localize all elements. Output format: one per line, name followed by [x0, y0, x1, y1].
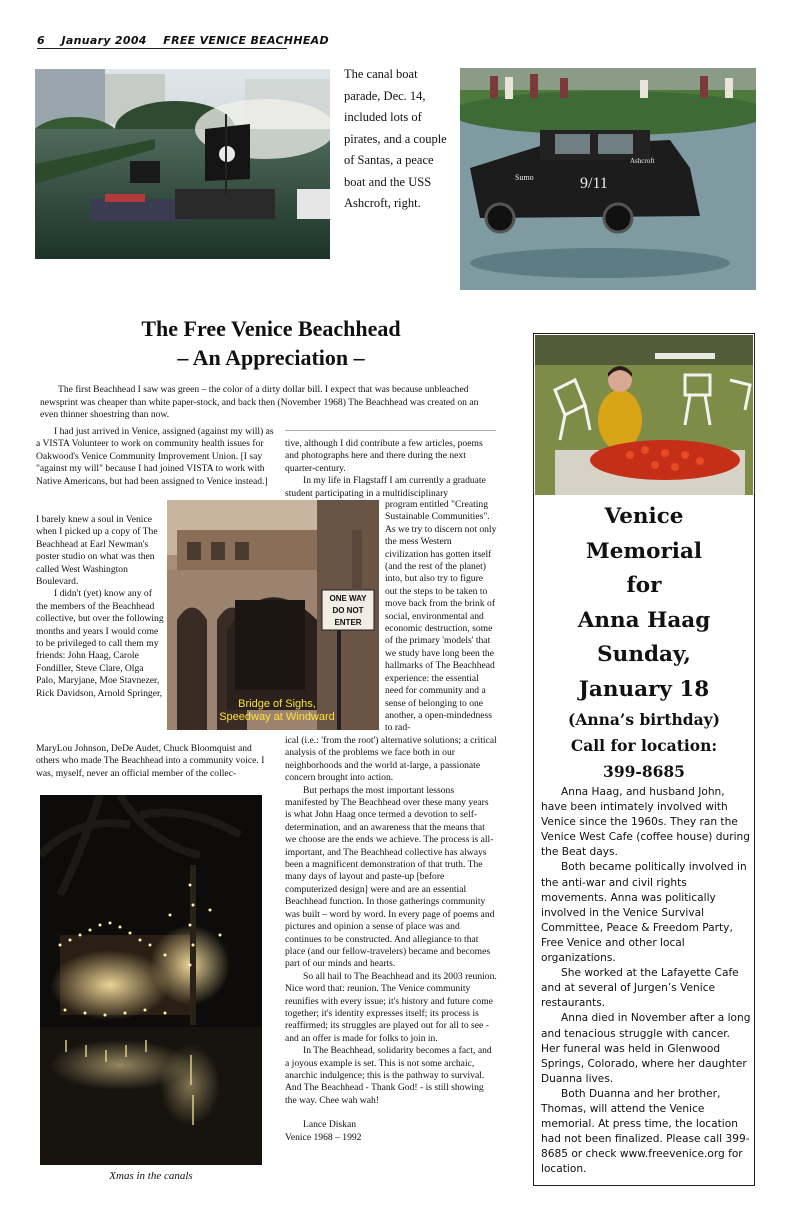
memorial-heading-line: January 18	[578, 676, 710, 702]
anna-haag-photo	[535, 335, 753, 495]
truck-slogan-text: Ashcroft	[630, 157, 655, 165]
memorial-paragraph: She worked at the Lafayette Cafe and at several of Jurgen’s Venice restaurants.	[541, 967, 739, 1010]
article-column-1-bottom	[36, 743, 276, 780]
truck-boat-photo	[460, 68, 756, 290]
truck-slogan-text: 9/11	[580, 175, 608, 192]
memorial-subheading-line: (Anna’s birthday)	[567, 710, 720, 729]
article-column-2-narrow	[385, 499, 497, 735]
canal-parade-photo	[35, 69, 330, 259]
article-paragraph: ical (i.e.: 'from the root') alternative solutions; a critical analysis of the problems we face both in our neighborhoods and the world at-large, a passionate concern brought into action.	[285, 735, 497, 784]
memorial-subheading-line: 399-8685	[603, 762, 685, 781]
memorial-heading-line: Memorial	[585, 538, 703, 564]
inset-photo-caption	[187, 698, 367, 724]
memorial-heading-line: Anna Haag	[577, 607, 711, 633]
signature-years: Venice 1968 – 1992	[285, 1131, 362, 1143]
article-paragraph: I had just arrived in Venice, assigned (against my will) as a VISTA Volunteer to work on community health issues for Oakwood's Venice Community Improvement Union. [I say "against my will" because I had joined VISTA to work with Native Americans, but had been assigned to Venice instead.]	[36, 426, 274, 487]
memorial-paragraph: Anna Haag, and husband John, have been intimately involved with Venice since the 1960s. They ran the Venice West Cafe (coffee house) during the Beat days.	[541, 786, 750, 859]
sign-text: ENTER	[334, 618, 362, 627]
xmas-canals-photo	[40, 795, 262, 1165]
article-intro: The first Beachhead I saw was green – the color of a dirty dollar bill. I expect that was because unbleached newsprint was cheaper than white paper-stock, and back then (November 1968) The Beachhead was created on an even thinner shoestring than now.	[40, 384, 479, 421]
inset-photo-caption-line2: Speedway at Windward	[219, 711, 335, 723]
publication-name: FREE VENICE BEACHHEAD	[163, 34, 329, 47]
article-paragraph: I didn't (yet) know any of the members of the Beachhead collective, but over the following months and years I would come to be privileged to call them my friends: John Haag, Carole Fondiller, Steve Clare, Olga Palo, Maryjane, Moe Stavnezer, Rick Davidson, Arnold Springer,	[36, 588, 164, 699]
inset-photo-caption-line1: Bridge of Sighs,	[238, 698, 316, 710]
article-title-line1: The Free Venice Beachhead	[141, 316, 401, 341]
memorial-heading-line: for	[626, 573, 662, 599]
memorial-heading	[534, 500, 754, 708]
article-column-1-top	[36, 426, 276, 488]
memorial-body	[541, 785, 751, 1177]
issue-date: January 2004	[61, 34, 147, 47]
bridge-of-sighs-photo	[167, 500, 379, 730]
memorial-paragraph: Both Duanna and her brother, Thomas, will attend the Venice memorial. At press time, the location had not been finalized. Please call 399-8685 or check www.freevenice.org for location.	[541, 1087, 750, 1176]
article-title-line2: – An Appreciation –	[177, 345, 365, 370]
article-paragraph: In my life in Flagstaff I am currently a graduate student participating in a multidisciplinary	[285, 475, 486, 499]
memorial-subheading-line: Call for location:	[570, 736, 718, 755]
page-number: 6	[37, 34, 45, 47]
article-column-1-narrow	[36, 514, 164, 700]
article-paragraph: MaryLou Johnson, DeDe Audet, Chuck Bloomquist and others who made The Beachhead into a community voice. I was, myself, never an official member of the collec-	[36, 743, 265, 779]
memorial-paragraph: Anna died in November after a long and tenacious struggle with cancer. Her funeral was held in Glenwood Springs, Colorado, where her daughter Duanna lives.	[541, 1012, 751, 1085]
article-column-2-top	[285, 438, 497, 500]
article-paragraph: In The Beachhead, solidarity becomes a fact, and a joyous example is set. This is not some archaic, anarchic indulgence; this is the pathway to survival. And The Beachhead - Thank God! - is still showing the way. Chee wah wah!	[285, 1045, 492, 1106]
truck-slogan-text: Sumo	[515, 173, 534, 182]
memorial-subheading	[534, 707, 754, 785]
memorial-paragraph: Both became politically involved in the anti-war and civil rights movements. Anna was politically involved in the Venice Survival Committee, Peace & Freedom Party, Free Venice and other local organizations.	[541, 861, 747, 965]
page-header	[37, 34, 329, 47]
article-paragraph: program entitled "Creating Sustainable Communities". As we try to discern not only the mess Western civilization has gotten itself (and the rest of the planet) into, but also try to figure out the steps to be taken to move back from the brink of social, environmental and economic destruction, some of the primary 'models' that we study have long been the hallmarks of The Beachhead experience: the essential need for community and a sense of belonging to one another, a open-mindedness to rad-	[385, 499, 497, 734]
parade-caption: The canal boat parade, Dec. 14, included lots of pirates, and a couple of Santas, a peace boat and the USS Ashcroft, right.	[344, 67, 447, 210]
article-paragraph: So all hail to The Beachhead and its 2003 reunion. Nice word that: reunion. The Venice community reunifies with every issue; it's history and future come together; it's identity expresses itself; its process is reaffirmed; its struggles are played out for all to see - and an offer is made for folks to join in.	[285, 970, 497, 1044]
article-title	[40, 314, 502, 372]
article-paragraph: tive, although I did contribute a few articles, poems and photographs here and there during the next quarter-century.	[285, 438, 483, 474]
sign-text: ONE WAY	[329, 594, 367, 603]
memorial-heading-line: Venice	[604, 504, 684, 529]
article-paragraph: I barely knew a soul in Venice when I picked up a copy of The Beachhead at Earl Newman's poster studio on what was then called West Washington Boulevard.	[36, 514, 158, 588]
column-rule	[285, 430, 496, 431]
article-column-2-bottom	[285, 735, 497, 1144]
article-paragraph: But perhaps the most important lessons manifested by The Beachhead over these many years is what John Haag once termed a devotion to self-determination, and an awareness that the means that we choose are the ends we achieve. The process is all-important, and The Beachhead collective has always been a magnificent demonstration of that truth. The many days of layout and paste-up [before computerized design] were and are an essential Beachhead function. In those gatherings community was built – word by word. In every page of poems and pictures and opinion a sense of place was and continues to be constructed. And allegiance to that place (and our fellow-travelers) became and becomes part of our minds and hearts.	[285, 784, 495, 970]
sign-text: DO NOT	[332, 606, 364, 615]
memorial-heading-line: Sunday,	[597, 642, 691, 668]
header-rule	[37, 48, 287, 49]
xmas-photo-caption: Xmas in the canals	[109, 1170, 193, 1182]
signature-name: Lance Diskan	[303, 1119, 357, 1131]
